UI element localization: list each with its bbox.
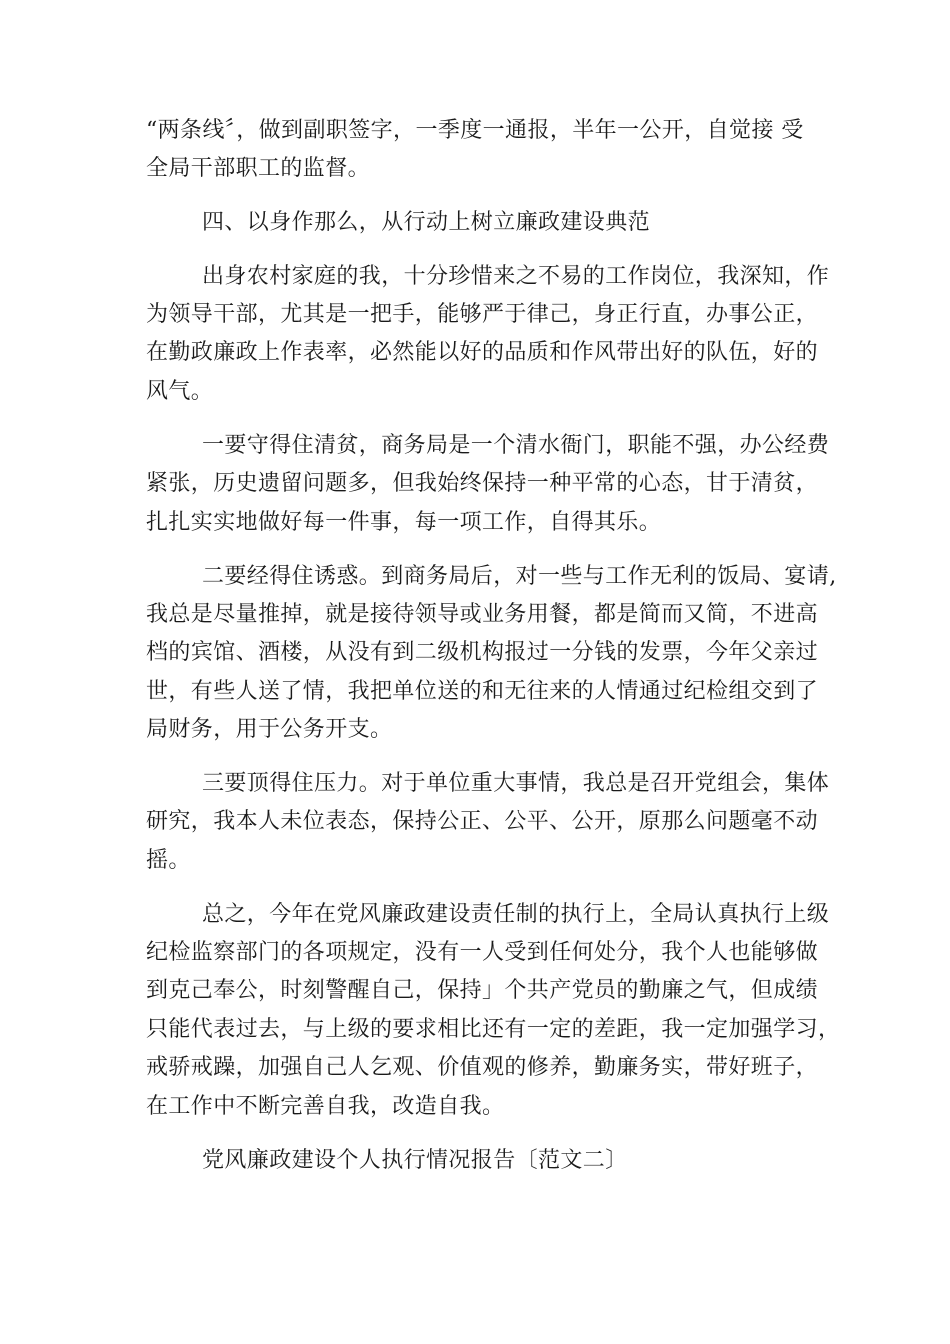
paragraph-7-line-2: 纪检监察部门的各项规定，没有一人受到任何处分，我个人也能够做 bbox=[146, 940, 819, 965]
paragraph-3-line-2: 为领导干部，尤其是一把手，能够严于律己，身正行直，办事公正， bbox=[146, 302, 819, 327]
paragraph-5-line-5: 局财务，用于公务开支。 bbox=[146, 717, 393, 742]
paragraph-3-line-3: 在勤政廉政上作表率，必然能以好的品质和作风带出好的队伍，好的 bbox=[146, 340, 819, 365]
paragraph-5-line-4: 世，有些人送了情，我把单位送的和无往来的人情通过纪检组交到了 bbox=[146, 679, 819, 704]
paragraph-4-line-1: 一要守得住清贫，商务局是一个清水衙门，职能不强，办公经费 bbox=[202, 433, 830, 458]
paragraph-5-line-1: 二要经得住诱惑。到商务局后，对一些与工作无利的饭局、宴请, bbox=[202, 564, 837, 589]
paragraph-5-line-2: 我总是尽量推掉，就是接待领导或业务用餐，都是简而又简，不进高 bbox=[146, 602, 819, 627]
paragraph-7-line-6: 在工作中不断完善自我，改造自我。 bbox=[146, 1094, 505, 1119]
paragraph-1-line-1: “两条线〞，做到副职签字，一季度一通报，半年一公开，自觉接 受 bbox=[146, 118, 804, 143]
paragraph-1-line-2: 全局干部职工的监督。 bbox=[146, 156, 371, 181]
paragraph-7-line-1: 总之，今年在党风廉政建设责任制的执行上，全局认真执行上级 bbox=[202, 902, 830, 927]
paragraph-6-line-2: 研究，我本人未位表态，保持公正、公平、公开，原那么问题毫不动 bbox=[146, 809, 819, 834]
report-title: 党风廉政建设个人执行情况报告〔范文二〕 bbox=[202, 1148, 628, 1173]
paragraph-7-line-3: 到克己奉公，时刻警醒自己，保持」个共产党员的勤廉之气，但成绩 bbox=[146, 978, 819, 1003]
paragraph-5-line-3: 档的宾馆、酒楼，从没有到二级机构报过一分钱的发票，今年父亲过 bbox=[146, 640, 819, 665]
paragraph-6-line-3: 摇。 bbox=[146, 848, 191, 873]
paragraph-3-line-1: 出身农村家庭的我，十分珍惜来之不易的工作岗位，我深知，作 bbox=[202, 264, 830, 289]
paragraph-4-line-3: 扎扎实实地做好每一件事，每一项工作，自得其乐。 bbox=[146, 510, 662, 535]
paragraph-6-line-1: 三要顶得住压力。对于单位重大事情，我总是召开党组会，集体 bbox=[202, 771, 830, 796]
paragraph-7-line-5: 戒骄戒躁，加强自己人乞观、价值观的修养，勤廉务实，带好班子， bbox=[146, 1055, 819, 1080]
paragraph-4-line-2: 紧张，历史遗留问题多，但我始终保持一种平常的心态，甘于清贫， bbox=[146, 471, 819, 496]
paragraph-3-line-4: 风气。 bbox=[146, 379, 214, 404]
section-heading: 四、以身作那么，从行动上树立廉政建设典范 bbox=[202, 210, 651, 235]
paragraph-7-line-4: 只能代表过去，与上级的要求相比还有一定的差距，我一定加强学习， bbox=[146, 1017, 841, 1042]
